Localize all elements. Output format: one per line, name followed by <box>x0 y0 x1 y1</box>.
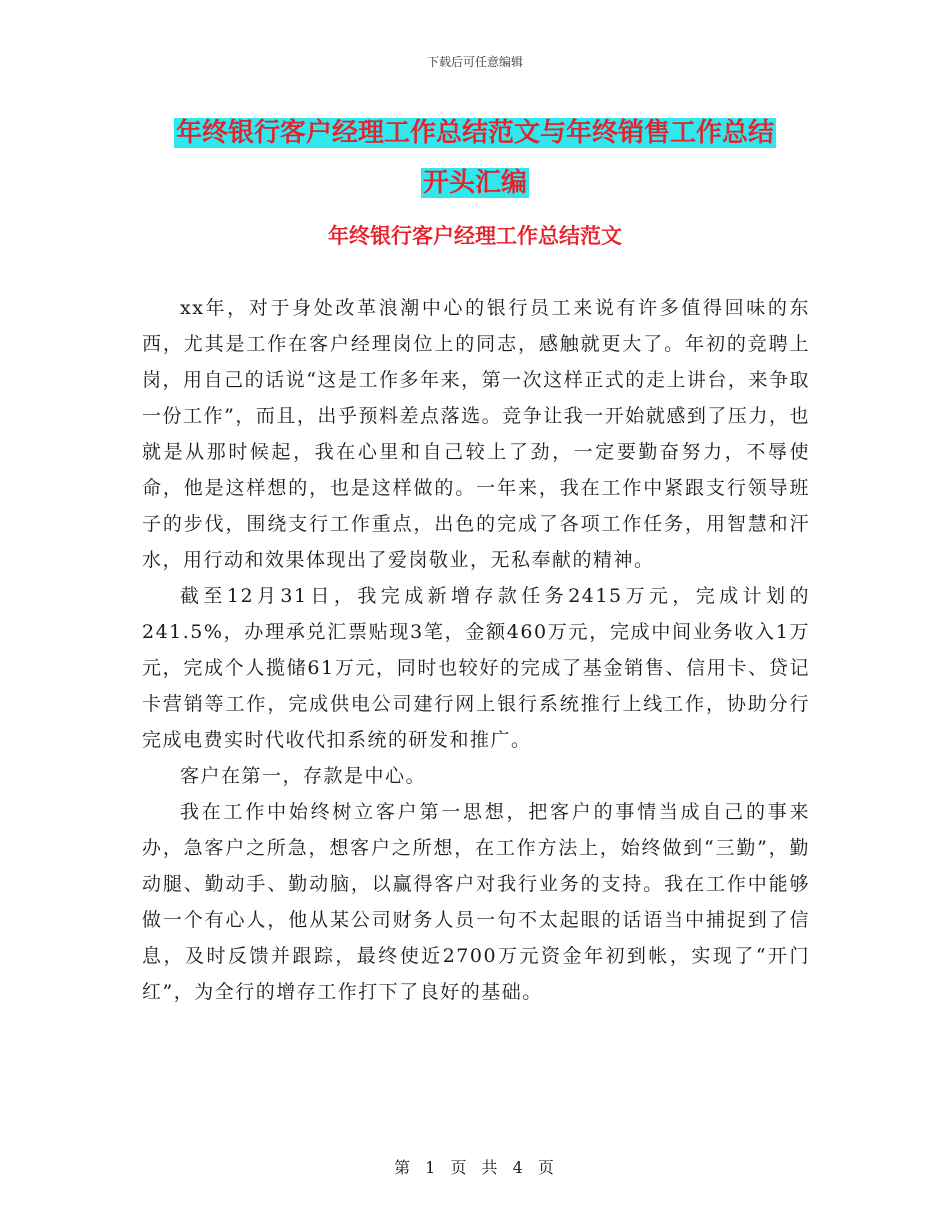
section-title: 年终银行客户经理工作总结范文 <box>328 224 622 248</box>
header-note: 下载后可任意编辑 <box>426 55 523 69</box>
paragraph: xx年，对于身处改革浪潮中心的银行员工来说有许多值得回味的东西，尤其是工作在客户经理岗位上的同志，感触就更大了。年初的竞聘上岗，用自己的话说“这是工作多年来，第一次这样正式的走上讲台，来争取一份工作”，而且，出乎预料差点落选。竞争让我一开始就感到了压力，也就是从那时候起，我在心里和自己较上了劲，一定要勤奋努力，不辱使命，他是这样想的，也是这样做的。一年来，我在工作中紧跟支行领导班子的步伐，围绕支行工作重点，出色的完成了各项工作任务，用智慧和汗水，用行动和效果体现出了爱岗敬业，无私奉献的精神。 <box>142 297 810 571</box>
page-footer: 第 1 页 共 4 页 <box>394 1158 556 1177</box>
paragraph: 我在工作中始终树立客户第一思想，把客户的事情当成自己的事来办，急客户之所急，想客户之所想，在工作方法上，始终做到“三勤”，勤动腿、勤动手、勤动脑，以赢得客户对我行业务的支持。我在工作中能够做一个有心人，他从某公司财务人员一句不太起眼的话语当中捕捉到了信息，及时反馈并跟踪，最终使近2700万元资金年初到帐，实现了“开门红”，为全行的增存工作打下了良好的基础。 <box>142 801 810 1003</box>
document-title-line1: 年终银行客户经理工作总结范文与年终销售工作总结 <box>175 118 774 148</box>
document-title <box>0 108 950 208</box>
paragraph: 客户在第一，存款是中心。 <box>180 765 427 787</box>
document-title-line2: 开头汇编 <box>422 168 527 198</box>
body-text <box>142 290 810 1010</box>
paragraph: 截至12月31日，我完成新增存款任务2415万元，完成计划的241.5%，办理承兑汇票贴现3笔，金额460万元，完成中间业务收入1万元，完成个人揽储61万元，同时也较好的完成了基金销售、信用卡、贷记卡营销等工作，完成供电公司建行网上银行系统推行上线工作，协助分行完成电费实时代收代扣系统的研发和推广。 <box>142 585 810 751</box>
